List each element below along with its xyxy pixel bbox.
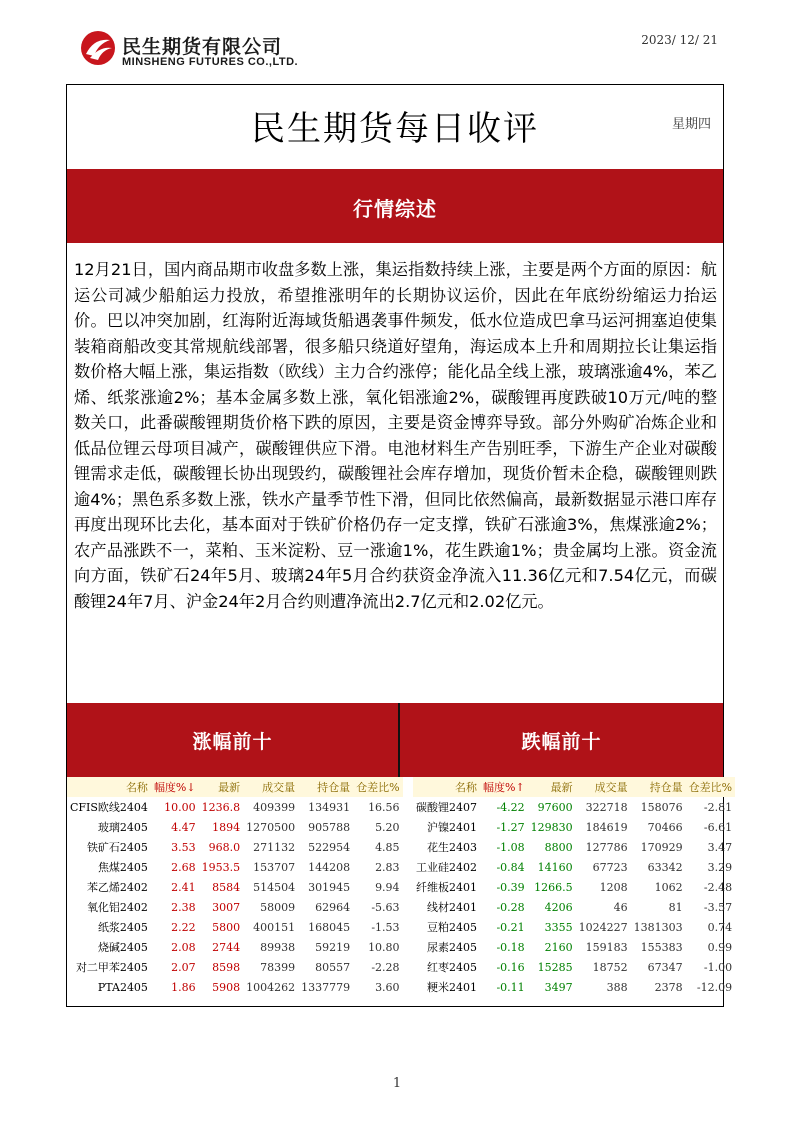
cell-last: 8598 bbox=[212, 960, 241, 974]
col-open-interest[interactable]: 持仓量 bbox=[631, 777, 686, 797]
cell-name: 玻璃2405 bbox=[97, 821, 148, 834]
cell-open-interest: 81 bbox=[668, 900, 683, 914]
table-row[interactable] bbox=[67, 837, 403, 857]
cell-change: -0.39 bbox=[496, 880, 525, 894]
cell-volume: 153707 bbox=[253, 860, 296, 874]
market-summary-title: 行情综述 bbox=[353, 197, 437, 221]
table-row[interactable] bbox=[413, 897, 735, 917]
cell-name: 粳米2401 bbox=[427, 981, 477, 994]
cell-open-interest: 1337779 bbox=[301, 980, 351, 994]
col-name[interactable]: 名称 bbox=[413, 777, 480, 797]
table-row[interactable] bbox=[413, 797, 735, 817]
cell-last: 97600 bbox=[537, 800, 573, 814]
company-name-cn: 民生期货有限公司 bbox=[122, 36, 283, 58]
table-row[interactable] bbox=[67, 817, 403, 837]
table-row[interactable] bbox=[67, 957, 403, 977]
cell-volume: 409399 bbox=[253, 800, 296, 814]
cell-name: 氧化铝2402 bbox=[86, 901, 148, 914]
cell-open-interest: 59219 bbox=[315, 940, 351, 954]
cell-last: 1236.8 bbox=[201, 800, 241, 814]
cell-volume: 1024227 bbox=[578, 920, 628, 934]
cell-open-interest: 62964 bbox=[315, 900, 351, 914]
col-oi-change[interactable]: 仓差比% bbox=[686, 777, 735, 797]
cell-open-interest: 170929 bbox=[640, 840, 683, 854]
col-volume[interactable]: 成交量 bbox=[243, 777, 298, 797]
table-row[interactable] bbox=[413, 857, 735, 877]
cell-last: 4206 bbox=[544, 900, 573, 914]
cell-open-interest: 1062 bbox=[654, 880, 683, 894]
cell-change: 2.41 bbox=[171, 880, 196, 894]
table-row[interactable] bbox=[67, 797, 403, 817]
cell-oi-change: 2.83 bbox=[375, 860, 400, 874]
cell-open-interest: 63342 bbox=[647, 860, 683, 874]
cell-volume: 58009 bbox=[260, 900, 296, 914]
cell-oi-change: 0.74 bbox=[707, 920, 733, 934]
cell-oi-change: 0.99 bbox=[707, 940, 733, 954]
table-row[interactable] bbox=[67, 857, 403, 877]
cell-name: 碳酸锂2407 bbox=[416, 801, 477, 814]
cell-last: 15285 bbox=[537, 960, 573, 974]
cell-oi-change: -6.61 bbox=[703, 820, 733, 834]
cell-oi-change: -12.09 bbox=[696, 980, 733, 994]
cell-change: 4.47 bbox=[171, 820, 196, 834]
gainers-header-row bbox=[67, 777, 403, 797]
cell-change: 2.08 bbox=[171, 940, 196, 954]
cell-oi-change: -1.53 bbox=[371, 920, 400, 934]
cell-open-interest: 1381303 bbox=[633, 920, 683, 934]
title-row bbox=[67, 85, 723, 169]
cell-name: 红枣2405 bbox=[427, 961, 477, 974]
cell-name: 纸浆2405 bbox=[97, 921, 148, 934]
cell-oi-change: -3.57 bbox=[703, 900, 733, 914]
cell-oi-change: -2.81 bbox=[703, 800, 733, 814]
report-date: 2023/ 12/ 21 bbox=[641, 33, 718, 47]
cell-last: 3497 bbox=[544, 980, 573, 994]
gainers-banner bbox=[67, 703, 398, 777]
table-row[interactable] bbox=[413, 817, 735, 837]
cell-volume: 127786 bbox=[585, 840, 628, 854]
cell-open-interest: 67347 bbox=[647, 960, 683, 974]
cell-volume: 271132 bbox=[253, 840, 296, 854]
cell-last: 2744 bbox=[212, 940, 241, 954]
table-row[interactable] bbox=[67, 977, 403, 997]
cell-name: 花生2403 bbox=[427, 841, 477, 854]
cell-name: 工业硅2402 bbox=[416, 861, 477, 874]
table-row[interactable] bbox=[413, 917, 735, 937]
cell-volume: 322718 bbox=[585, 800, 628, 814]
cell-name: CFIS欧线2404 bbox=[70, 801, 148, 814]
cell-volume: 1270500 bbox=[246, 820, 296, 834]
cell-open-interest: 168045 bbox=[308, 920, 351, 934]
cell-open-interest: 134931 bbox=[308, 800, 351, 814]
table-row[interactable] bbox=[413, 937, 735, 957]
weekday: 星期四 bbox=[671, 117, 711, 132]
table-row[interactable] bbox=[413, 837, 735, 857]
minsheng-logo-icon bbox=[80, 30, 116, 66]
cell-open-interest: 158076 bbox=[640, 800, 683, 814]
cell-name: 烧碱2405 bbox=[97, 941, 148, 954]
cell-name: 焦煤2405 bbox=[97, 861, 148, 874]
col-name[interactable]: 名称 bbox=[67, 777, 151, 797]
gainers-table bbox=[67, 777, 403, 997]
cell-volume: 514504 bbox=[253, 880, 296, 894]
cell-volume: 78399 bbox=[260, 960, 296, 974]
cell-oi-change: 3.60 bbox=[375, 980, 400, 994]
cell-oi-change: 4.85 bbox=[375, 840, 400, 854]
cell-last: 8584 bbox=[212, 880, 241, 894]
cell-volume: 46 bbox=[613, 900, 628, 914]
losers-table bbox=[413, 777, 735, 997]
col-open-interest[interactable]: 持仓量 bbox=[298, 777, 353, 797]
company-logo bbox=[80, 30, 320, 74]
cell-open-interest: 155383 bbox=[640, 940, 683, 954]
cell-last: 8800 bbox=[544, 840, 573, 854]
cell-name: 线材2401 bbox=[427, 901, 477, 914]
cell-name: 沪镍2401 bbox=[427, 821, 477, 834]
table-row[interactable] bbox=[67, 917, 403, 937]
cell-last: 968.0 bbox=[208, 840, 241, 854]
losers-title: 跌幅前十 bbox=[521, 731, 602, 753]
cell-change: 1.86 bbox=[171, 980, 196, 994]
cell-oi-change: -2.28 bbox=[371, 960, 400, 974]
cell-change: -0.28 bbox=[496, 900, 525, 914]
col-change[interactable]: 幅度%↓ bbox=[151, 777, 199, 797]
col-last[interactable]: 最新 bbox=[199, 777, 244, 797]
cell-change: 10.00 bbox=[164, 800, 196, 814]
market-summary-banner bbox=[67, 169, 723, 243]
cell-change: -0.84 bbox=[496, 860, 525, 874]
cell-name: 纤维板2401 bbox=[416, 881, 477, 894]
cell-change: -0.21 bbox=[496, 920, 525, 934]
cell-name: 尿素2405 bbox=[427, 941, 477, 954]
cell-name: 豆粕2405 bbox=[427, 921, 477, 934]
cell-oi-change: 10.80 bbox=[368, 940, 400, 954]
cell-last: 1894 bbox=[212, 820, 241, 834]
cell-open-interest: 80557 bbox=[315, 960, 351, 974]
cell-change: -0.18 bbox=[496, 940, 525, 954]
col-oi-change[interactable]: 仓差比% bbox=[353, 777, 402, 797]
market-summary-text: 12月21日，国内商品期市收盘多数上涨，集运指数持续上涨，主要是两个方面的原因：航运公司减少船舶运力投放，希望推涨明年的长期协议运价，因此在年底纷纷缩运力抬运价。巴以冲突加剧，红海附近海域货船遇袭事件频发，低水位造成巴拿马运河拥塞迫使集装箱商船改变其常规航线部署，很多船只绕道好望角，海运成本上升和周期拉长让集运指数价格大幅上涨，集运指数（欧线）主力合约涨停；能化品全线上涨，玻璃涨逾4%，苯乙烯、纸浆涨逾2%；基本金属多数上涨，氧化铝涨逾2%，碳酸锂再度跌破10万元/吨的整数关口，此番碳酸锂期货价格下跌的原因，主要是资金博弈导致。部分外购矿冶炼企业和低品位锂云母项目减产，碳酸锂供应下滑。电池材料生产告别旺季，下游生产企业对碳酸锂需求走低，碳酸锂长协出现毁约，碳酸锂社会库存增加，现货价暂未企稳，碳酸锂则跌逾4%；黑色系多数上涨，铁水产量季节性下滑，但同比依然偏高，最新数据显示港口库存再度出现环比去化，基本面对于铁矿价格仍存一定支撑，铁矿石涨逾3%，焦煤涨逾2%；农产品涨跌不一，菜粕、玉米淀粉、豆一涨逾1%，花生跌逾1%；贵金属均上涨。资金流向方面，铁矿石24年5月、玻璃24年5月合约获资金净流入11.36亿元和7.54亿元，而碳酸锂24年7月、沪金24年2月合约则遭净流出2.7亿元和2.02亿元。 bbox=[74, 260, 717, 611]
cell-change: -4.22 bbox=[496, 800, 525, 814]
cell-change: -0.16 bbox=[496, 960, 525, 974]
cell-change: 2.38 bbox=[171, 900, 196, 914]
report-frame bbox=[66, 84, 733, 1007]
cell-volume: 67723 bbox=[592, 860, 628, 874]
col-change[interactable]: 幅度%↑ bbox=[480, 777, 528, 797]
cell-volume: 1208 bbox=[599, 880, 628, 894]
cell-oi-change: -1.00 bbox=[703, 960, 733, 974]
table-row[interactable] bbox=[67, 877, 403, 897]
gainers-title: 涨幅前十 bbox=[192, 731, 273, 753]
cell-change: 2.07 bbox=[171, 960, 196, 974]
cell-change: 2.22 bbox=[171, 920, 196, 934]
table-row[interactable] bbox=[413, 977, 735, 997]
cell-volume: 400151 bbox=[253, 920, 296, 934]
cell-last: 5800 bbox=[212, 920, 241, 934]
cell-open-interest: 144208 bbox=[308, 860, 351, 874]
cell-oi-change: 9.94 bbox=[375, 880, 400, 894]
cell-last: 1953.5 bbox=[201, 860, 241, 874]
col-volume[interactable]: 成交量 bbox=[576, 777, 631, 797]
table-row[interactable] bbox=[413, 877, 735, 897]
cell-change: 3.53 bbox=[171, 840, 196, 854]
cell-volume: 184619 bbox=[585, 820, 628, 834]
col-last[interactable]: 最新 bbox=[528, 777, 576, 797]
losers-header-row bbox=[413, 777, 735, 797]
cell-last: 1266.5 bbox=[534, 880, 573, 894]
cell-open-interest: 70466 bbox=[647, 820, 683, 834]
cell-change: 2.68 bbox=[171, 860, 196, 874]
cell-name: 苯乙烯2402 bbox=[86, 881, 148, 894]
cell-last: 5908 bbox=[212, 980, 241, 994]
cell-change: -1.08 bbox=[496, 840, 525, 854]
cell-last: 129830 bbox=[530, 820, 573, 834]
table-row[interactable] bbox=[67, 897, 403, 917]
losers-banner bbox=[400, 703, 723, 777]
cell-volume: 1004262 bbox=[246, 980, 296, 994]
page-number: 1 bbox=[392, 1076, 402, 1091]
cell-oi-change: 16.56 bbox=[368, 800, 400, 814]
cell-open-interest: 522954 bbox=[308, 840, 351, 854]
table-row[interactable] bbox=[67, 937, 403, 957]
cell-oi-change: 3.47 bbox=[707, 840, 733, 854]
cell-oi-change: 3.29 bbox=[707, 860, 733, 874]
cell-volume: 159183 bbox=[585, 940, 628, 954]
cell-oi-change: -2.48 bbox=[703, 880, 733, 894]
cell-open-interest: 905788 bbox=[308, 820, 351, 834]
table-row[interactable] bbox=[413, 957, 735, 977]
cell-open-interest: 2378 bbox=[654, 980, 683, 994]
cell-last: 14160 bbox=[537, 860, 573, 874]
cell-open-interest: 301945 bbox=[308, 880, 351, 894]
cell-name: PTA2405 bbox=[97, 980, 148, 994]
company-name-en: MINSHENG FUTURES CO.,LTD. bbox=[122, 56, 299, 68]
report-title: 民生期货每日收评 bbox=[251, 109, 539, 149]
cell-change: -1.27 bbox=[496, 820, 525, 834]
cell-change: -0.11 bbox=[496, 980, 525, 994]
cell-name: 对二甲苯2405 bbox=[75, 961, 148, 974]
cell-volume: 388 bbox=[606, 980, 628, 994]
cell-oi-change: -5.63 bbox=[371, 900, 400, 914]
cell-volume: 18752 bbox=[592, 960, 628, 974]
cell-last: 3007 bbox=[212, 900, 241, 914]
cell-last: 3355 bbox=[544, 920, 573, 934]
cell-volume: 89938 bbox=[260, 940, 296, 954]
cell-oi-change: 5.20 bbox=[375, 820, 400, 834]
cell-name: 铁矿石2405 bbox=[86, 841, 148, 854]
cell-last: 2160 bbox=[544, 940, 573, 954]
